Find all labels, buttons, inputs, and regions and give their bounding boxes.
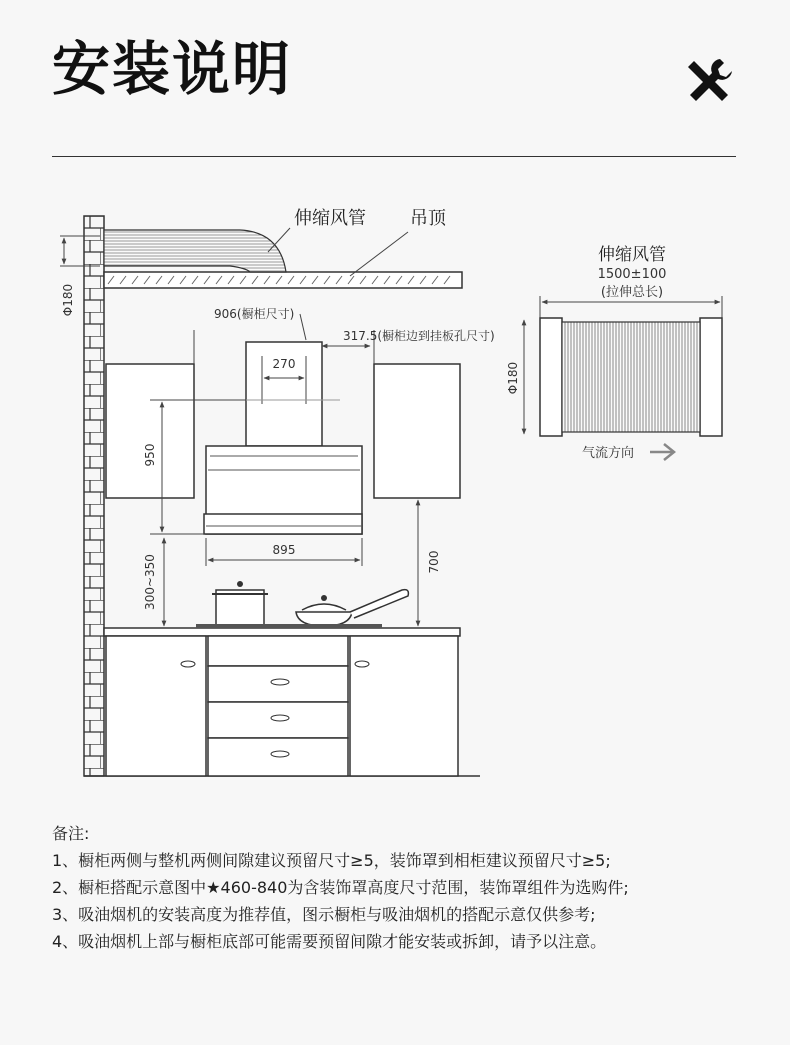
lower-cabinet-right (350, 636, 458, 776)
drawer-stack (208, 636, 348, 776)
upper-cabinet-right (374, 364, 460, 498)
note-item: 4、吸油烟机上部与橱柜底部可能需要预留间隙才能安装或拆卸，请予以注意。 (52, 932, 607, 951)
hole-offset-label: 317.5(橱柜边到挂板孔尺寸) (343, 329, 495, 343)
lower-cabinet-left (106, 636, 206, 776)
note-item: 3、吸油烟机的安装高度为推荐值，图示橱柜与吸油烟机的搭配示意仅供参考; (52, 905, 596, 924)
duct-diameter-label: Φ180 (61, 283, 75, 317)
ceiling-label: 吊顶 (410, 208, 446, 229)
notes-heading: 备注: (52, 824, 90, 843)
duct-length-label: 1500±100 (597, 267, 667, 282)
airflow-arrow-icon (650, 444, 674, 460)
duct-detail-drawing (540, 318, 722, 436)
upper-cabinet-left (106, 364, 194, 498)
hole-spacing-label: 270 (272, 357, 296, 371)
frying-pan (296, 590, 408, 626)
notes-section (52, 820, 629, 955)
brick-wall (84, 216, 104, 776)
hood-height-label: 950 (143, 443, 157, 467)
hood-to-stove-label: 300~350 (143, 554, 157, 610)
page-title: 安装说明 (52, 35, 293, 103)
duct-detail-diameter: Φ180 (506, 361, 520, 395)
ceiling-board (104, 272, 462, 288)
duct-detail-title: 伸缩风管 (598, 245, 666, 265)
countertop (104, 628, 460, 636)
cabinet-width-label: 906(橱柜尺寸) (214, 307, 295, 321)
note-item: 2、橱柜搭配示意图中★460-840为含装饰罩高度尺寸范围，装饰罩组件为选购件; (52, 878, 629, 897)
cooking-pot (212, 581, 268, 626)
hood-width-label: 895 (272, 543, 296, 557)
note-item: 1、橱柜两侧与整机两侧间隙建议预留尺寸≥5，装饰罩到相柜建议预留尺寸≥5; (52, 851, 611, 870)
duct-length-note: (拉伸总长) (600, 285, 664, 300)
cabinet-to-counter-label: 700 (427, 550, 441, 574)
airflow-label: 气流方向 (582, 446, 635, 461)
duct-label: 伸缩风管 (294, 208, 366, 229)
telescopic-duct (104, 230, 286, 272)
